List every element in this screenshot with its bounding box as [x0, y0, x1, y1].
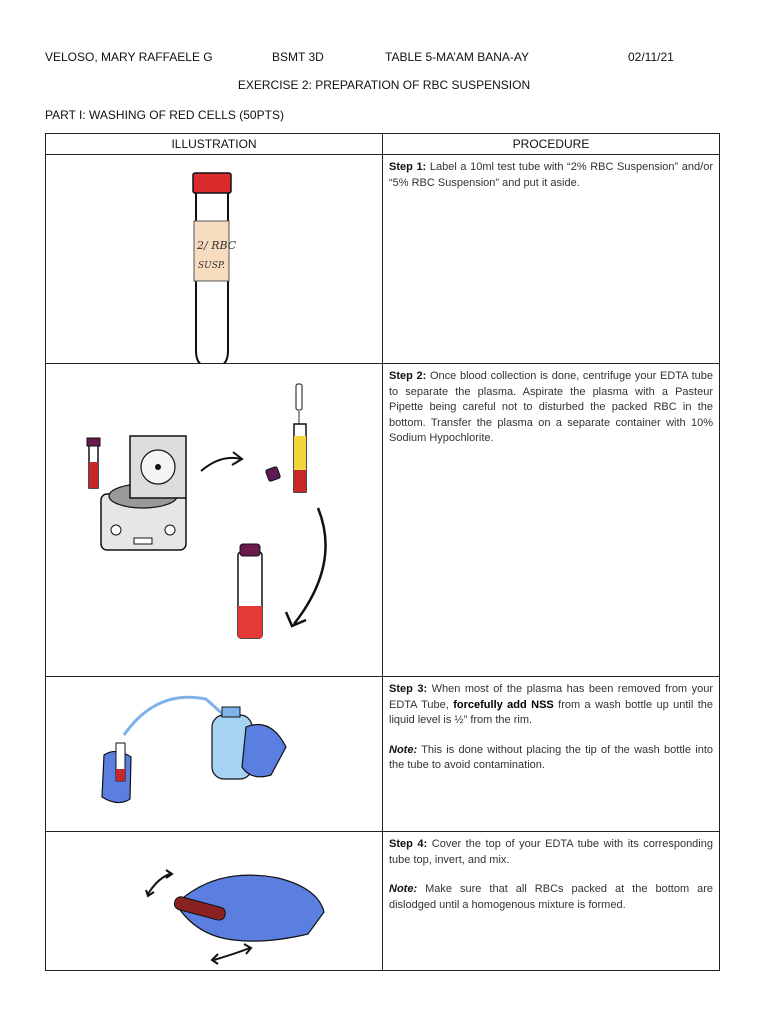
- step-note: [389, 743, 713, 774]
- procedure-cell-3: [383, 677, 720, 832]
- student-name: VELOSO, MARY RAFFAELE G: [45, 50, 213, 64]
- step-note: [389, 882, 713, 913]
- step-label: Step 1:: [389, 161, 427, 173]
- note-text: Make sure that all RBCs packed at the bottom are dislodged until a homogenous mixture is formed.: [389, 883, 714, 911]
- centrifuge-illustration: [46, 364, 382, 676]
- step-label: Step 2:: [389, 370, 427, 382]
- illustration-cell-1: [46, 155, 383, 364]
- illustration-cell-2: [46, 364, 383, 677]
- tube-label-line1: 2/ RBC: [197, 239, 237, 252]
- step-text-before: When most of the plasma has been removed from your EDTA Tube,: [389, 683, 713, 711]
- note-label: Note:: [389, 883, 418, 895]
- step-text: Once blood collection is done, centrifuge your EDTA tube to separate the plasma. Aspirate the plasma with a Pasteur Pipette being careful not to disturbed the packed RBC in the bottom. Transfer the plasma on a separate container with 10% Sodium Hypochlorite.: [389, 370, 714, 444]
- table-group: TABLE 5-MA’AM BANA-AY: [385, 50, 530, 64]
- part-heading: PART I: WASHING OF RED CELLS (50PTS): [45, 108, 284, 122]
- step-text: Cover the top of your EDTA tube with its corresponding tube top, invert, and mix.: [389, 838, 713, 866]
- section: BSMT 3D: [272, 50, 324, 64]
- procedure-cell-2: [383, 364, 720, 677]
- step-row-1: [46, 155, 720, 364]
- step-label: Step 3:: [389, 683, 428, 695]
- procedure-table: [45, 133, 720, 971]
- step-text: Label a 10ml test tube with “2% RBC Suspension” and/or “5% RBC Suspension” and put it aside.: [389, 161, 713, 189]
- step-row-3: [46, 677, 720, 832]
- step-label: Step 4:: [389, 838, 428, 850]
- labeled-test-tube-illustration: [46, 155, 382, 363]
- step-row-2: [46, 364, 720, 677]
- illustration-header: ILLUSTRATION: [46, 134, 383, 155]
- table-header-row: [46, 134, 720, 155]
- step-row-4: [46, 832, 720, 971]
- date: 02/11/21: [628, 50, 674, 64]
- note-text: This is done without placing the tip of the wash bottle into the tube to avoid contamination.: [389, 743, 713, 771]
- procedure-header: PROCEDURE: [383, 134, 720, 155]
- procedure-cell-4: [383, 832, 720, 971]
- mixing-tube-illustration: [46, 832, 382, 970]
- step-emphasis: forcefully add NSS: [453, 698, 554, 711]
- illustration-cell-3: [46, 677, 383, 832]
- procedure-cell-1: [383, 155, 720, 364]
- tube-label-line2: SUSP.: [198, 261, 226, 271]
- illustration-cell-4: [46, 832, 383, 971]
- wash-bottle-illustration: [46, 677, 382, 831]
- exercise-title: EXERCISE 2: PREPARATION OF RBC SUSPENSION: [237, 78, 531, 92]
- step-text-after: from a wash bottle up until the liquid level is ½” from the rim.: [389, 698, 713, 726]
- note-label: Note:: [389, 743, 418, 756]
